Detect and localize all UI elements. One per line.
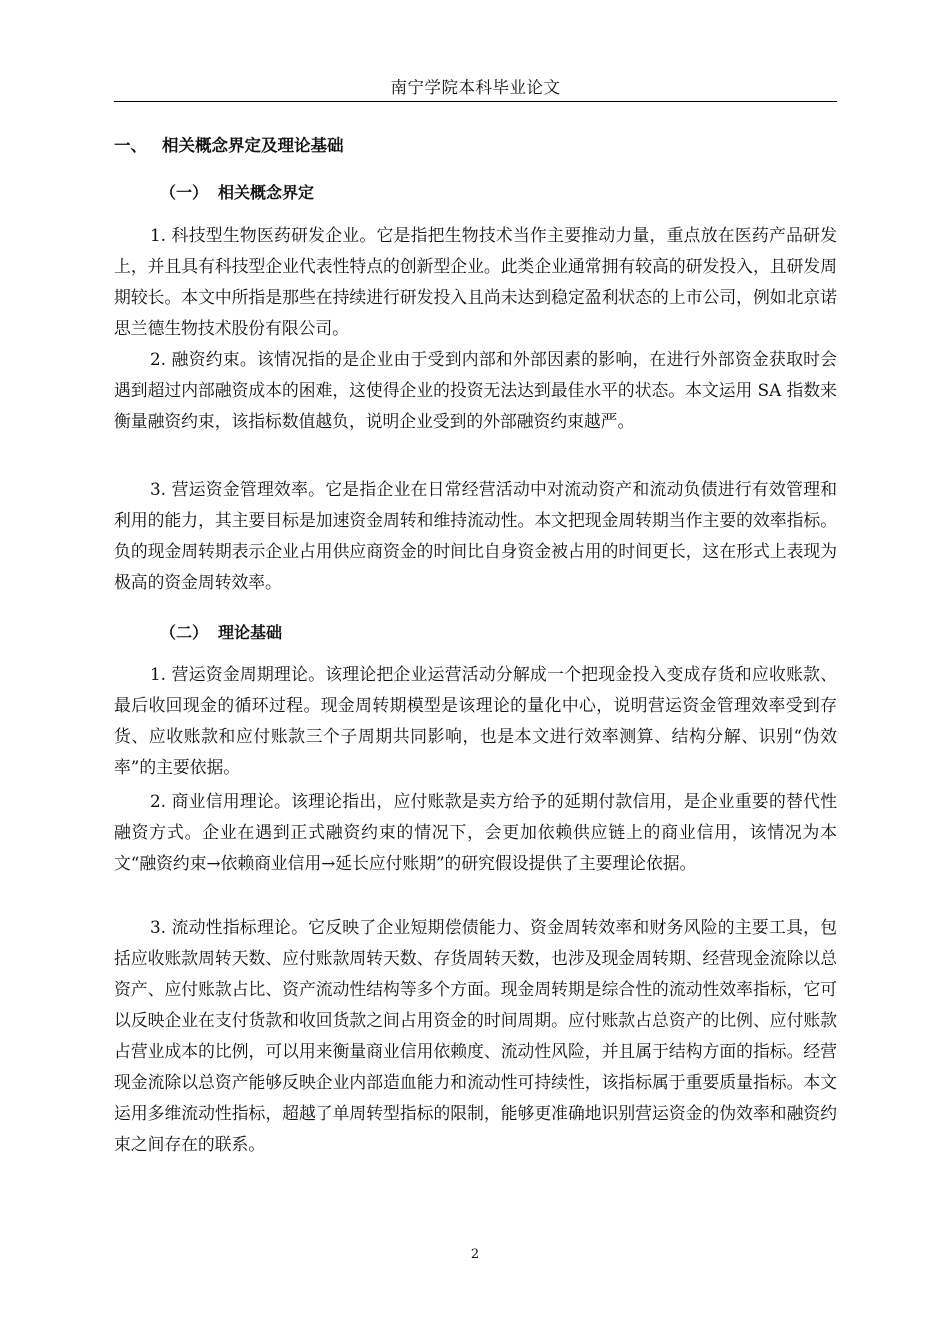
subsection-heading-concepts xyxy=(160,180,314,203)
section-number: 一、 xyxy=(114,136,147,155)
subsection-title: 相关概念界定 xyxy=(218,183,315,202)
page-number: 2 xyxy=(470,1247,480,1262)
paragraph-working-capital-cycle: 1. 营运资金周期理论。该理论把企业运营活动分解成一个把现金投入变成存货和应收账款、最后收回现金的循环过程。现金周转期模型是该理论的量化中心，说明营运资金管理效率受到存货、应收账款和应付账款三个子周期共同影响，也是本文进行效率测算、结构分解、识别“伪效率”的主要依据。 xyxy=(114,664,837,777)
running-header: 南宁学院本科毕业论文 xyxy=(390,78,561,97)
paragraph-working-capital-efficiency: 3. 营运资金管理效率。它是指企业在日常经营活动中对流动资产和流动负债进行有效管理和利用的能力，其主要目标是加速资金周转和维持流动性。本文把现金周转期当作主要的效率指标。负的现金周转期表示企业占用供应商资金的时间比自身资金被占用的时间更长，这在形式上表现为极高的资金周转效率。 xyxy=(114,479,837,592)
section-title: 相关概念界定及理论基础 xyxy=(162,136,344,155)
paragraph-financing-constraint: 2. 融资约束。该情况指的是企业由于受到内部和外部因素的影响，在进行外部资金获取时会遇到超过内部融资成本的困难，这使得企业的投资无法达到最佳水平的状态。本文运用 SA 指数来衡量融资约束，该指标数值越负，说明企业受到的外部融资约束越严。 xyxy=(114,349,837,431)
subsection-number: （二） xyxy=(160,623,209,642)
subsection-number: （一） xyxy=(160,183,209,202)
header-divider xyxy=(114,101,837,102)
paragraph-biotech-enterprise: 1. 科技型生物医药研发企业。它是指把生物技术当作主要推动力量，重点放在医药产品研发上，并且具有科技型企业代表性特点的创新型企业。此类企业通常拥有较高的研发投入，且研发周期较长。本文中所指是那些在持续进行研发投入且尚未达到稳定盈利状态的上市公司，例如北京诺思兰德生物技术股份有限公司。 xyxy=(114,225,837,338)
paragraph-liquidity-indicators: 3. 流动性指标理论。它反映了企业短期偿债能力、资金周转效率和财务风险的主要工具，包括应收账款周转天数、应付账款周转天数、存货周转天数，也涉及现金周转期、经营现金流除以总资产、应付账款占比、资产流动性结构等多个方面。现金周转期是综合性的流动性效率指标，它可以反映企业在支付货款和收回货款之间占用资金的时间周期。应付账款占总资产的比例、应付账款占营业成本的比例，可以用来衡量商业信用依赖度、流动性风险，并且属于结构方面的指标。经营现金流除以总资产能够反映企业内部造血能力和流动性可持续性，该指标属于重要质量指标。本文运用多维流动性指标，超越了单周转型指标的限制，能够更准确地识别营运资金的伪效率和融资约束之间存在的联系。 xyxy=(114,917,837,1154)
subsection-heading-theory xyxy=(160,620,282,643)
subsection-title: 理论基础 xyxy=(218,623,283,642)
section-heading xyxy=(114,132,344,156)
paragraph-commercial-credit: 2. 商业信用理论。该理论指出，应付账款是卖方给予的延期付款信用，是企业重要的替代性融资方式。企业在遇到正式融资约束的情况下，会更加依赖供应链上的商业信用，该情况为本文“融资约束→依赖商业信用→延长应付账期”的研究假设提供了主要理论依据。 xyxy=(114,791,837,873)
